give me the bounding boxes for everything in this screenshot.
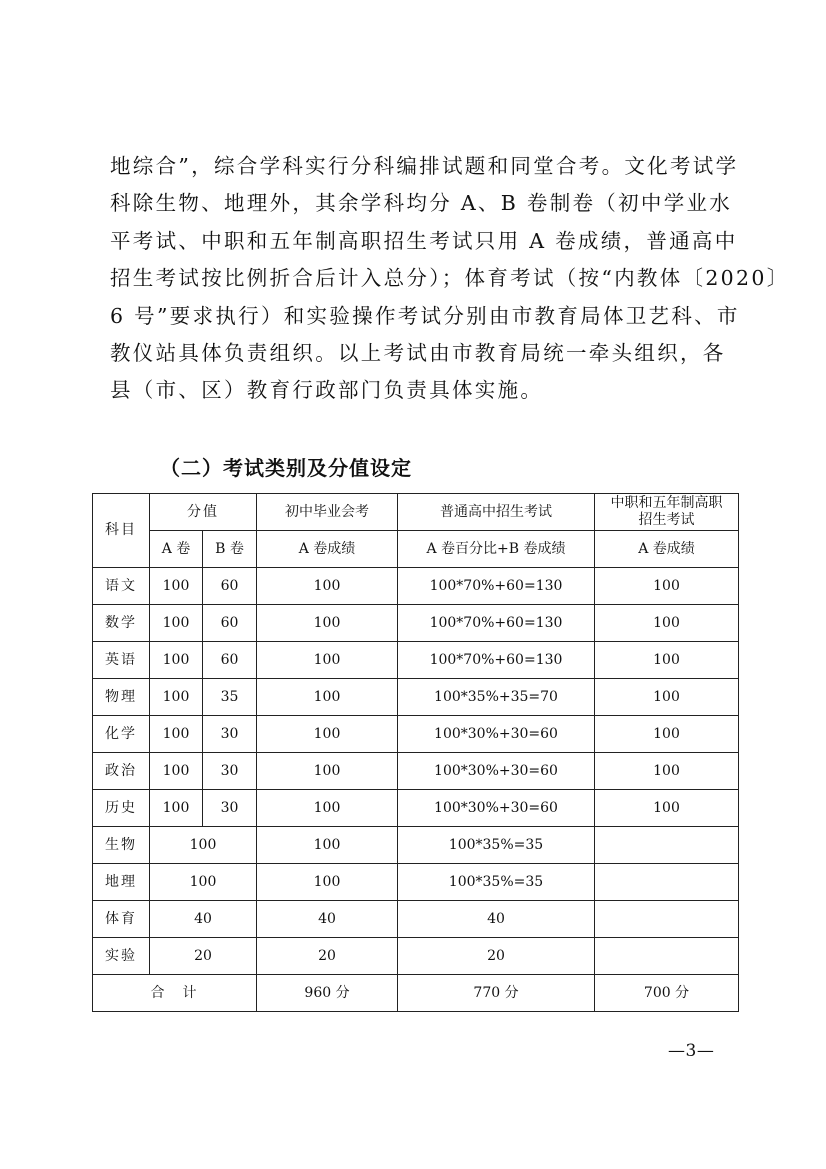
header-junior-exam: 初中毕业会考 — [257, 494, 398, 531]
cell-senior: 100*35%=35 — [398, 864, 595, 901]
paragraph-line: 平考试、中职和五年制高职招生考试只用 A 卷成绩，普通高中 — [110, 228, 738, 253]
cell-vocational — [595, 901, 739, 938]
cell-vocational: 100 — [595, 753, 739, 790]
table-total-row — [93, 975, 739, 1012]
cell-vocational — [595, 938, 739, 975]
section-heading: （二）考试类别及分值设定 — [160, 456, 412, 480]
subheader-junior: A 卷成绩 — [257, 531, 398, 568]
table-header-row — [93, 494, 739, 531]
cell-subject: 体育 — [93, 901, 150, 938]
cell-subject: 实验 — [93, 938, 150, 975]
cell-subject: 化学 — [93, 716, 150, 753]
table-row — [93, 716, 739, 753]
table-row — [93, 901, 739, 938]
cell-a-score: 100 — [150, 679, 203, 716]
cell-vocational: 100 — [595, 790, 739, 827]
header-vocational-text: 中职和五年制高职招生考试 — [610, 495, 723, 528]
cell-senior: 100*35%=35 — [398, 827, 595, 864]
cell-junior: 100 — [257, 827, 398, 864]
cell-junior: 100 — [257, 679, 398, 716]
cell-subject: 英语 — [93, 642, 150, 679]
paragraph-line: 6 号”要求执行）和实验操作考试分别由市教育局体卫艺科、市 — [110, 303, 740, 328]
table-row — [93, 938, 739, 975]
header-score: 分值 — [150, 494, 257, 531]
cell-a-score: 100 — [150, 642, 203, 679]
cell-b-score: 60 — [203, 568, 257, 605]
cell-total-label: 合 计 — [93, 975, 257, 1012]
cell-vocational: 100 — [595, 679, 739, 716]
cell-score: 100 — [150, 827, 257, 864]
paragraph-line: 科除生物、地理外，其余学科均分 A、B 卷制卷（初中学业水 — [110, 191, 733, 216]
cell-junior: 100 — [257, 642, 398, 679]
cell-vocational: 100 — [595, 642, 739, 679]
cell-subject: 政治 — [93, 753, 150, 790]
table-row — [93, 790, 739, 827]
cell-a-score: 100 — [150, 790, 203, 827]
table-row — [93, 642, 739, 679]
cell-senior: 100*30%+30=60 — [398, 790, 595, 827]
table-row — [93, 864, 739, 901]
cell-a-score: 100 — [150, 716, 203, 753]
cell-score: 100 — [150, 864, 257, 901]
cell-senior: 100*30%+30=60 — [398, 753, 595, 790]
cell-vocational — [595, 827, 739, 864]
subheader-senior: A 卷百分比+B 卷成绩 — [398, 531, 595, 568]
paragraph-line: 县（市、区）教育行政部门负责具体实施。 — [110, 378, 544, 403]
paragraph-line: 招生考试按比例折合后计入总分）；体育考试（按“内教体〔2020〕 — [110, 266, 790, 291]
cell-junior: 100 — [257, 864, 398, 901]
page-number: —3— — [668, 1041, 715, 1061]
table-row — [93, 679, 739, 716]
paragraph-line: 地综合”，综合学科实行分科编排试题和同堂合考。文化考试学 — [110, 154, 739, 178]
cell-a-score: 100 — [150, 568, 203, 605]
header-b-paper: B 卷 — [203, 531, 257, 568]
header-vocational-exam — [595, 494, 739, 531]
cell-total-junior: 960 分 — [257, 975, 398, 1012]
cell-junior: 40 — [257, 901, 398, 938]
cell-subject: 数学 — [93, 605, 150, 642]
cell-junior: 20 — [257, 938, 398, 975]
cell-senior: 100*70%+60=130 — [398, 642, 595, 679]
cell-vocational — [595, 864, 739, 901]
table-row — [93, 753, 739, 790]
cell-subject: 物理 — [93, 679, 150, 716]
cell-b-score: 30 — [203, 790, 257, 827]
cell-subject: 生物 — [93, 827, 150, 864]
cell-junior: 100 — [257, 753, 398, 790]
cell-senior: 100*35%+35=70 — [398, 679, 595, 716]
cell-senior: 100*30%+30=60 — [398, 716, 595, 753]
cell-total-vocational: 700 分 — [595, 975, 739, 1012]
cell-b-score: 60 — [203, 605, 257, 642]
score-table — [92, 493, 739, 1012]
cell-total-senior: 770 分 — [398, 975, 595, 1012]
header-a-paper: A 卷 — [150, 531, 203, 568]
cell-senior: 100*70%+60=130 — [398, 605, 595, 642]
cell-subject: 历史 — [93, 790, 150, 827]
cell-vocational: 100 — [595, 568, 739, 605]
body-paragraph — [110, 148, 790, 410]
cell-senior: 20 — [398, 938, 595, 975]
cell-a-score: 100 — [150, 753, 203, 790]
table-row — [93, 568, 739, 605]
table-subheader-row — [93, 531, 739, 568]
cell-junior: 100 — [257, 790, 398, 827]
cell-score: 40 — [150, 901, 257, 938]
cell-junior: 100 — [257, 716, 398, 753]
cell-senior: 40 — [398, 901, 595, 938]
header-senior-exam: 普通高中招生考试 — [398, 494, 595, 531]
cell-a-score: 100 — [150, 605, 203, 642]
cell-junior: 100 — [257, 605, 398, 642]
cell-score: 20 — [150, 938, 257, 975]
table-row — [93, 605, 739, 642]
cell-b-score: 30 — [203, 753, 257, 790]
cell-vocational: 100 — [595, 716, 739, 753]
cell-subject: 语文 — [93, 568, 150, 605]
cell-b-score: 30 — [203, 716, 257, 753]
table-row — [93, 827, 739, 864]
cell-senior: 100*70%+60=130 — [398, 568, 595, 605]
subheader-vocational: A 卷成绩 — [595, 531, 739, 568]
header-subject: 科目 — [93, 494, 150, 568]
cell-b-score: 60 — [203, 642, 257, 679]
cell-vocational: 100 — [595, 605, 739, 642]
cell-subject: 地理 — [93, 864, 150, 901]
paragraph-line: 教仪站具体负责组织。以上考试由市教育局统一牵头组织，各 — [110, 341, 726, 366]
cell-b-score: 35 — [203, 679, 257, 716]
cell-junior: 100 — [257, 568, 398, 605]
